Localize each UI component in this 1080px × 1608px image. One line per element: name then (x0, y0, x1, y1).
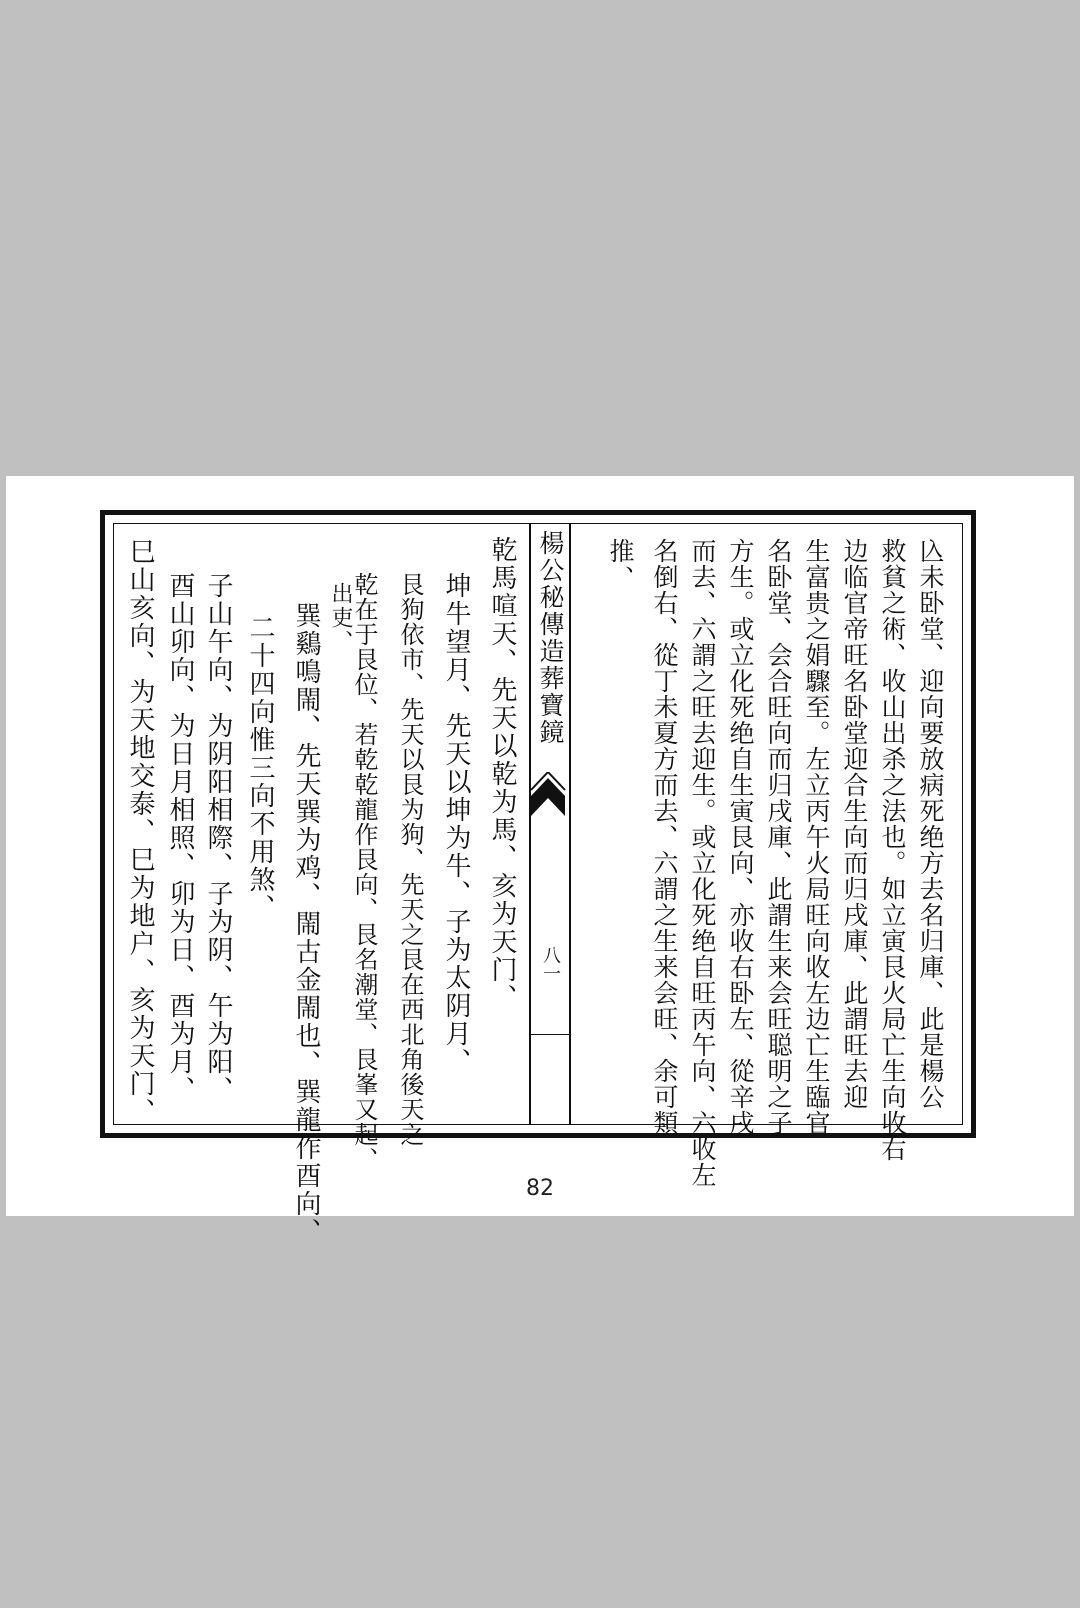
folio-number: 八一 (540, 946, 561, 982)
right-column-6: 方生。或立化死绝自生寅艮向、亦收右卧左、從辛戌 (726, 538, 755, 1136)
left-column-7: 二十四向惟三向不用煞、 (245, 614, 275, 922)
spine-divider (531, 1034, 569, 1035)
right-column-1: 兦未卧堂、迎向要放病死绝方去名归庫、此是楊公 (916, 538, 945, 1110)
left-column-10: 巳山亥向、为天地交泰、巳为地户、亥为天门、 (125, 538, 155, 1126)
left-column-9: 酉山卯向、为日月相照、卯为日、酉为月、 (165, 572, 195, 1104)
right-column-8: 名倒右、從丁未夏方而去、六謂之生来会旺、余可類 (650, 538, 679, 1136)
left-column-3: 艮狗依市、先天以艮为狗、先天之艮在西北角後天之 (396, 572, 424, 1147)
book-spine (529, 524, 571, 1124)
fishtail-mark-icon (529, 772, 567, 816)
right-column-2: 救貧之術、收山出杀之法也。如立寅艮火局亡生向收右 (878, 538, 907, 1162)
scanned-page (6, 476, 1074, 1246)
book-title: 楊公秘傳造葬寶鏡 (536, 530, 565, 746)
right-column-5: 名卧堂、会合旺向而归戌庫、此謂生来会旺聪明之子 (764, 538, 793, 1136)
left-column-4: 乾在于艮位、若乾乾龍作艮向、艮名潮堂、艮峯又起、 (350, 572, 378, 1172)
right-column-3: 边临官帝旺名卧堂迎合生向而归戌庫、此謂旺去迎 (840, 538, 869, 1110)
page-number: 82 (526, 1176, 554, 1201)
left-column-8: 子山午向、为阴阳相際、子为阴、午为阳、 (203, 572, 233, 1104)
left-column-2: 坤牛望月、先天以坤为牛、子为太阴月、 (441, 572, 471, 1076)
right-column-7: 而去、六謂之旺去迎生。或立化死绝自旺丙午向、六收左 (688, 538, 717, 1188)
left-column-5: 出吏、 (328, 582, 353, 654)
right-column-9: 推、 (606, 538, 635, 592)
left-column-6: 巽鷄鳴閙、先天巽为鸡、閙古金閙也、巽龍作酉向、 (291, 602, 321, 1246)
right-column-4: 生富贵之娟驟至。左立丙午火局旺向收左边亡生臨官 (802, 538, 831, 1136)
left-column-1: 乾馬喧天、先天以乾为馬、亥为天门、 (487, 536, 517, 1012)
